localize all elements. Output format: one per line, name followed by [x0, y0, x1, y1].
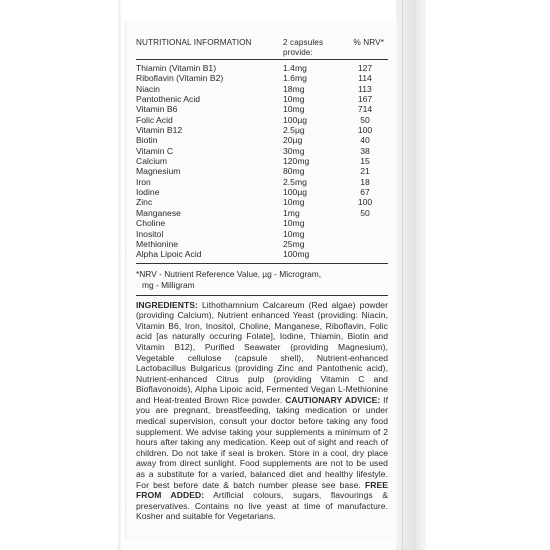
box-shadow-left	[118, 0, 122, 550]
table-row	[136, 146, 388, 156]
nutrient-amount: 100µg	[283, 114, 308, 125]
nutrient-amount: 120mg	[283, 156, 310, 167]
nutrient-amount: 2.5µg	[283, 125, 305, 136]
nutrient-amount: 100mg	[283, 249, 310, 260]
nutrient-amount: 25mg	[283, 238, 305, 249]
caution-label: CAUTIONARY ADVICE:	[285, 394, 381, 405]
caution-text: If you are pregnant, breastfeeding, taking medication or under medical supervision, consult your doctor before taking any food supplement. We advise taking your supplements a minimum of 2 hours after taking any medication. Keep out of sight and reach of children. Do not take if seal is broken. Store in a cool, dry place away from direct sunlight. Food supplements are not to be used as a substitute for a varied, balanced diet and healthy lifestyle. For best before date & batch number please see base.	[136, 394, 389, 490]
table-row	[136, 239, 388, 249]
nutrient-nrv: 38	[360, 145, 370, 156]
nutrient-rows	[136, 63, 388, 264]
free-from-label: FREE FROM ADDED:	[136, 479, 388, 501]
table-row	[136, 94, 388, 104]
table-row	[136, 115, 388, 125]
nutrient-nrv: 714	[357, 104, 373, 115]
nutrient-nrv: 127	[357, 63, 373, 73]
table-row	[136, 229, 388, 239]
nutrient-name: Iron	[136, 176, 151, 187]
nutrient-amount: 10mg	[283, 228, 305, 239]
nutrient-name: Inositol	[136, 228, 164, 239]
nutrient-amount: 10mg	[283, 218, 305, 229]
nutrient-name: Biotin	[136, 135, 158, 146]
nutrient-amount: 10mg	[283, 197, 305, 208]
footnote-line-2: mg - Milligram	[142, 279, 195, 290]
header-capsules-provide: 2 capsules provide:	[283, 38, 324, 57]
nutrient-nrv: 167	[357, 94, 373, 105]
nutrient-name: Niacin	[136, 83, 160, 94]
nutrient-nrv: 67	[360, 187, 370, 198]
nutrient-nrv: 114	[358, 73, 372, 84]
table-row	[136, 166, 388, 176]
table-row	[136, 73, 388, 83]
header-nrv: % NRV*	[353, 38, 384, 47]
table-row	[136, 249, 388, 259]
nutrient-name: Manganese	[136, 207, 181, 218]
nutrient-name: Riboflavin (Vitamin B2)	[136, 73, 224, 84]
nutrient-name: Magnesium	[136, 166, 181, 177]
nutrient-nrv: 50	[360, 207, 370, 218]
nutrient-name: Vitamin B6	[136, 104, 178, 115]
box-side-edge	[396, 0, 426, 550]
nrv-footnote	[136, 269, 388, 296]
table-row	[136, 84, 388, 94]
nutrient-name: Choline	[136, 218, 166, 229]
nutrient-name: Folic Acid	[136, 114, 173, 125]
nutrient-name: Calcium	[136, 156, 168, 167]
header-nutritional-information: NUTRITIONAL INFORMATION	[136, 38, 252, 47]
ingredients-label: INGREDIENTS:	[136, 299, 198, 310]
table-row	[136, 156, 388, 166]
nutrient-name: Alpha Lipoic Acid	[136, 249, 202, 260]
table-row	[136, 218, 388, 228]
nutrient-name: Methionine	[136, 238, 179, 249]
nutrient-nrv: 18	[360, 176, 370, 187]
free-from-text: Artificial colours, sugars, flavourings & preservatives. Contains no live yeast at time of manufacture. Kosher and suitable for Vegetarians.	[136, 490, 388, 522]
nutrient-name: Zinc	[136, 197, 153, 208]
nutrient-amount: 1.4mg	[283, 63, 307, 73]
table-row	[136, 63, 388, 73]
nutrient-amount: 80mg	[283, 166, 305, 177]
nutrition-label	[136, 38, 388, 522]
table-row	[136, 135, 388, 145]
table-row	[136, 197, 388, 207]
nutrient-amount: 1.6mg	[283, 73, 307, 84]
table-row	[136, 104, 388, 114]
nutrient-nrv: 21	[360, 166, 370, 177]
nutrient-nrv: 100	[357, 125, 373, 136]
ingredients-paragraph	[136, 300, 388, 522]
nutrient-amount: 20µg	[283, 135, 303, 146]
nutrient-name: Iodine	[136, 187, 160, 198]
nutrient-amount: 1mg	[283, 207, 300, 218]
nutrient-nrv: 15	[360, 156, 370, 167]
footnote-line-1: *NRV - Nutrient Reference Value, µg - Microgram,	[136, 268, 322, 279]
table-row	[136, 177, 388, 187]
nutrient-name: Vitamin C	[136, 145, 174, 156]
nutrient-name: Thiamin (Vitamin B1)	[136, 63, 217, 73]
table-header	[136, 38, 388, 60]
nutrient-nrv: 113	[358, 83, 372, 94]
nutrient-amount: 10mg	[283, 94, 305, 105]
ingredients-text: Lithothamnium Calcareum (Red algae) powder (providing Calcium), Nutrient enhanced Yeast (providing: Niacin, Vitamin B6, Iron, Inositol, Choline, Manganese, Riboflavin, Folic acid [as naturally occuring Folate], Iodine, Thiamin, Biotin and Vitamin B12), Purified Seawater (providing Magnesium), Vegetable cellulose (capsule shell), Nutrient-enhanced Lactobacillus Bulgaricus (providing Zinc and Pantothenic acid), Nutrient-enhanced Citrus pulp (providing Vitamin C and Bioflavonoids), Alpha Lipoic acid, Fermented Vegan L-Methionine and Heat-treated Brown Rice powder.	[136, 299, 388, 405]
nutrient-nrv: 40	[360, 135, 370, 146]
nutrient-amount: 18mg	[283, 83, 305, 94]
box-fold-line	[402, 0, 403, 550]
nutrient-amount: 100µg	[283, 187, 308, 198]
table-row	[136, 208, 388, 218]
nutrient-name: Vitamin B12	[136, 125, 183, 136]
nutrient-amount: 2.5mg	[283, 176, 307, 187]
table-row	[136, 187, 388, 197]
nutrient-amount: 10mg	[283, 104, 305, 115]
nutrient-nrv: 50	[360, 114, 370, 125]
nutrient-nrv: 100	[357, 197, 373, 208]
nutrient-name: Pantothenic Acid	[136, 94, 201, 105]
table-row	[136, 125, 388, 135]
nutrient-amount: 30mg	[283, 145, 305, 156]
